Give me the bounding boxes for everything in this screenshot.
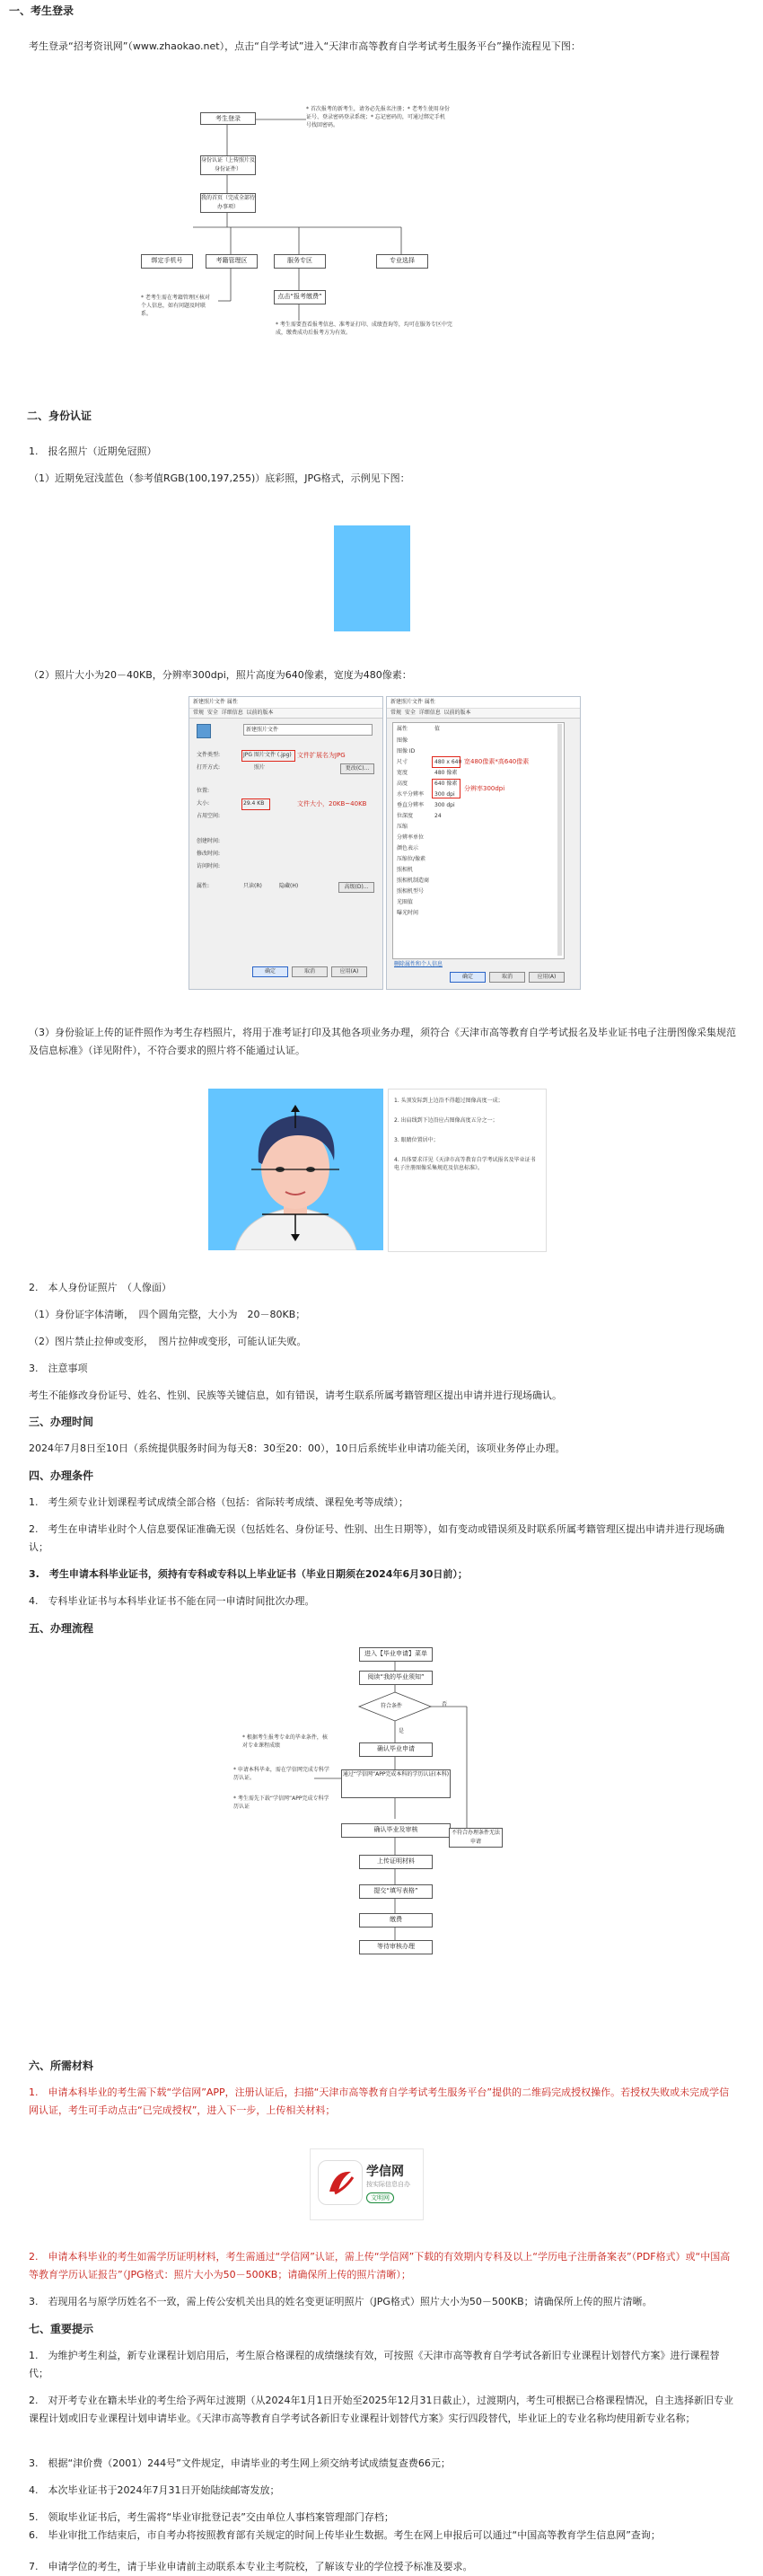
id-photo-title: 2. 本人身份证照片 （人像面） bbox=[29, 1282, 171, 1293]
section-title-time: 三、办理时间 bbox=[29, 1416, 94, 1428]
details-row bbox=[397, 908, 558, 919]
process-note-2: * 申请本科毕业，需在学信网完成专科学历认证。 bbox=[233, 1767, 329, 1781]
details-row-property: 照相机型号 bbox=[397, 888, 425, 895]
condition-item-1: 1. 考生须专业计划课程考试成绩全部合格（包括：省际转考成绩、课程免考等成绩）； bbox=[29, 1496, 408, 1508]
flow-pay-box: 点击“报考缴费” bbox=[274, 290, 326, 304]
process-wait: 等待审核办理 bbox=[359, 1940, 433, 1954]
details-row-value: 480 像素 bbox=[434, 770, 458, 776]
process-confirm-review: 确认毕业及审核 bbox=[341, 1823, 451, 1838]
photo-guide-illustration bbox=[208, 1089, 383, 1250]
tab-details[interactable]: 详细信息 bbox=[221, 710, 243, 716]
details-row-property: 颜色表示 bbox=[397, 845, 419, 851]
photo-requirement-size: （2）照片大小为20－40KB，分辨率300dpi，照片高度为640像素，宽度为480像素： bbox=[29, 669, 412, 681]
hidden-checkbox[interactable]: 隐藏(H) bbox=[279, 883, 299, 889]
notice-title: 3. 注意事项 bbox=[29, 1363, 88, 1374]
tip-item-4: 4. 本次毕业证书于2024年7月31日开始陆续邮寄发放； bbox=[29, 2484, 280, 2496]
xuexin-logo bbox=[318, 2160, 363, 2205]
size-value: 29.4 KB bbox=[243, 800, 265, 807]
details-row bbox=[397, 833, 558, 843]
details-row-value: 640 像素 bbox=[434, 781, 458, 787]
section-title-identity: 二、身份认证 bbox=[27, 410, 92, 422]
details-row bbox=[397, 854, 558, 865]
open-with-label: 打开方式: bbox=[197, 764, 221, 771]
details-row-property: 位深度 bbox=[397, 813, 414, 819]
details-row-property: 压缩 bbox=[397, 824, 408, 830]
details-row bbox=[397, 811, 558, 822]
xuexin-app-badge: 文明网 bbox=[366, 2192, 394, 2203]
cancel-button-2[interactable]: 取消 bbox=[489, 972, 525, 983]
section-title-conditions: 四、办理条件 bbox=[29, 1469, 94, 1482]
details-row-property: 光圈值 bbox=[397, 899, 414, 905]
details-row-property: 宽度 bbox=[397, 770, 408, 776]
tip-item-6: 6. 毕业审批工作结束后，市自考办将按照教育部有关规定的时间上传毕业生数据。考生在网上申报后可以通过“中国高等教育学生信息网”查询； bbox=[29, 2529, 661, 2541]
details-row-property: 高度 bbox=[397, 781, 408, 787]
process-submit-form: 提交“填写表格” bbox=[359, 1884, 433, 1899]
details-row-value: 300 dpi bbox=[434, 802, 455, 808]
photo-requirement-title: 1. 报名照片（近期免冠照） bbox=[29, 446, 157, 457]
dimensions-annotation: 宽480像素*高640像素 bbox=[464, 758, 530, 765]
details-row-property: 尺寸 bbox=[397, 759, 408, 765]
process-pay: 缴费 bbox=[359, 1913, 433, 1928]
flow-note-top: * 首次报考的新考生，请务必先报名注册；* 老考生使用身份证号、登录密码登录系统；* 忘记密码的，可通过绑定手机号找回密码。 bbox=[306, 106, 450, 128]
details-col-value: 值 bbox=[434, 726, 441, 732]
portrait-drawing bbox=[208, 1089, 383, 1250]
process-flowchart bbox=[233, 1644, 539, 1967]
apply-button-2[interactable]: 应用(A) bbox=[529, 972, 565, 983]
photo-standard-note: （3）身份验证上传的证件照作为考生存档照片，将用于准考证打印及其他各项业务办理，须符合《天津市高等教育自学考试报名及毕业证书电子注册图像采集规范及信息标准》（详见附件），不符合要求的照片将不能通过认证。 bbox=[29, 1027, 736, 1056]
properties-tabs bbox=[189, 709, 382, 719]
created-label: 创建时间: bbox=[197, 838, 221, 844]
guide-line-1: 1. 头顶发际到上边沿不得超过图像高度一成； bbox=[394, 1098, 504, 1104]
details-row-property: 图像 ID bbox=[397, 748, 416, 754]
flow-service-box: 服务专区 bbox=[274, 254, 326, 269]
process-no-label: 否 bbox=[442, 1701, 448, 1707]
tip-item-1: 1. 为维护考生利益，新专业课程计划启用后，考生原合格课程的成绩继续有效，可按照《天津市高等教育自学考试各新旧专业课程计划替代方案》进行课程替代； bbox=[29, 2350, 720, 2379]
tab-details-2[interactable]: 详细信息 bbox=[418, 710, 441, 716]
xuexin-app-name: 学信网 bbox=[366, 2165, 404, 2179]
tip-item-2: 2. 对开考专业在籍未毕业的考生给予两年过渡期（从2024年1月1日开始至2025年12月31日截止），过渡期内，考生可根据已合格课程情况，自主选择新旧专业课程计划或旧专业课程计划申请毕业。《天津市高等教育自学考试各新旧专业课程计划替代方案》实行四段替代，毕业证上的专业名称均使用新专业名称； bbox=[29, 2395, 733, 2424]
process-read-notice: 阅读“我的毕业须知” bbox=[359, 1671, 433, 1685]
details-row-property: 垂直分辨率 bbox=[397, 802, 425, 808]
details-row-property: 照相机 bbox=[397, 867, 414, 873]
change-app-button[interactable]: 更改(C)... bbox=[340, 763, 374, 774]
time-text: 2024年7月8日至10日（系统提供服务时间为每天8：30至20：00），10日后系统毕业申请功能关闭，该项业务停止办理。 bbox=[29, 1442, 566, 1454]
section-title-process: 五、办理流程 bbox=[29, 1622, 94, 1635]
details-row-value: 24 bbox=[434, 813, 442, 819]
details-row bbox=[397, 865, 558, 876]
details-row bbox=[397, 897, 558, 908]
flow-major-box: 专业选择 bbox=[376, 254, 428, 269]
location-label: 位置: bbox=[197, 788, 210, 794]
tab-previous-versions[interactable]: 以前的版本 bbox=[246, 710, 274, 716]
tab-general[interactable]: 常规 bbox=[193, 710, 205, 716]
tab-general-2[interactable]: 常规 bbox=[390, 710, 402, 716]
flow-login-box: 考生登录 bbox=[200, 112, 256, 125]
condition-item-3: 3. 考生申请本科毕业证书，须持有专科或专科以上毕业证书（毕业日期须在2024年6月30日前）； bbox=[29, 1568, 468, 1580]
process-condition-label: 符合条件 bbox=[381, 1703, 403, 1709]
tip-item-3: 3. 根据“津价费（2001）244号”文件规定，申请毕业的考生网上须交纳考试成绩复查费66元； bbox=[29, 2457, 451, 2469]
process-yes-label: 是 bbox=[399, 1728, 405, 1734]
advanced-button[interactable]: 高级(D)... bbox=[338, 882, 374, 893]
details-col-property: 属性 bbox=[397, 726, 408, 732]
process-note-3: * 考生需先下载“学信网”APP完成专科学历认证 bbox=[233, 1795, 329, 1810]
materials-item-1: 1. 申请本科毕业的考生需下载“学信网”APP，注册认证后，扫描“天津市高等教育自学考试考生服务平台”提供的二维码完成授权操作。若授权失败或未完成学信网认证，考生可手动点击“已完成授权”，进入下一步，上传相关材料； bbox=[29, 2086, 730, 2116]
sample-photo-blue bbox=[334, 525, 410, 631]
id-photo-req-1: （1）身份证字体清晰， 四个圆角完整，大小为 20－80KB； bbox=[29, 1309, 306, 1320]
details-row-property: 曝光时间 bbox=[397, 910, 419, 916]
details-row bbox=[397, 876, 558, 887]
flow-verify-box: 身份认证（上传照片及身份证件） bbox=[200, 155, 256, 175]
properties-window-title-2: 新建照片文件 属性 bbox=[387, 697, 580, 709]
image-file-icon bbox=[197, 724, 211, 738]
details-row-property: 图像 bbox=[397, 737, 408, 744]
details-row-property: 照相机制造商 bbox=[397, 878, 430, 884]
process-note-1: * 根据考生报考专业的毕业条件，核对专业课程成绩 bbox=[242, 1734, 328, 1749]
size-label: 大小: bbox=[197, 800, 210, 807]
remove-properties-link[interactable]: 删除属性和个人信息 bbox=[394, 961, 443, 967]
tab-security[interactable]: 安全 bbox=[206, 710, 218, 716]
flow-note-right: * 考生需要查看报考信息、准考证打印、成绩查询等，均可在服务专区中完成，缴费成功后报考方为有效。 bbox=[276, 322, 452, 336]
condition-item-2: 2. 考生在申请毕业时个人信息要保证准确无误（包括姓名、身份证号、性别、出生日期等），如有变动或错误须及时联系所属考籍管理区提出申请并进行现场确认； bbox=[29, 1523, 724, 1553]
details-row bbox=[397, 746, 558, 757]
process-confirm-apply: 确认毕业申请 bbox=[359, 1742, 433, 1757]
details-row bbox=[397, 768, 558, 779]
attributes-label: 属性: bbox=[197, 883, 210, 889]
details-row-property: 分辨率单位 bbox=[397, 834, 425, 841]
notice-text: 考生不能修改身份证号、姓名、性别、民族等关键信息，如有错误，请考生联系所属考籍管理区提出申请并进行现场确认。 bbox=[29, 1389, 562, 1401]
details-row-value: 300 dpi bbox=[434, 791, 455, 798]
size-highlight bbox=[241, 798, 270, 810]
disk-size-label: 占用空间: bbox=[197, 813, 221, 819]
details-row bbox=[397, 887, 558, 897]
file-type-highlight bbox=[241, 750, 295, 762]
section-title-materials: 六、所需材料 bbox=[29, 2060, 94, 2072]
details-row bbox=[397, 822, 558, 833]
materials-item-2: 2. 申请本科毕业的考生如需学历证明材料，考生需通过“学信网”认证，需上传“学信网”下载的有效期内专科及以上“学历电子注册备案表”（PDF格式）或“中国高等教育学历认证报告”（JPG格式：照片大小为50－500KB；请确保所上传的照片清晰）； bbox=[29, 2251, 731, 2280]
apply-button[interactable]: 应用(A) bbox=[331, 966, 367, 977]
dpi-annotation: 分辨率300dpi bbox=[464, 785, 505, 792]
dimensions-highlight bbox=[432, 756, 460, 768]
details-row-property: 压缩位/像素 bbox=[397, 856, 426, 862]
photo-guide-text-panel bbox=[388, 1089, 547, 1252]
details-row bbox=[397, 843, 558, 854]
condition-item-4: 4. 专科毕业证书与本科毕业证书不能在同一申请时间批次办理。 bbox=[29, 1595, 315, 1607]
file-type-annotation: 文件扩展名为JPG bbox=[297, 752, 346, 759]
guide-line-3: 3. 眼睛位置居中； bbox=[394, 1137, 439, 1143]
flowchart-connectors bbox=[193, 94, 561, 391]
photo-requirement-color: （1）近期免冠浅蓝色（参考值RGB(100,197,255)）底彩照，JPG格式，示例见下图： bbox=[29, 472, 410, 484]
details-row bbox=[397, 736, 558, 746]
guide-line-2: 2. 出肩线到下边沿应占图像高度五分之一； bbox=[394, 1117, 498, 1124]
dpi-highlight bbox=[432, 779, 460, 798]
details-row bbox=[397, 800, 558, 811]
ok-button-2[interactable]: 确定 bbox=[450, 972, 486, 983]
id-photo-req-2: （2）图片禁止拉伸或变形， 图片拉伸或变形，可能认证失败。 bbox=[29, 1336, 307, 1347]
xuexin-app-card bbox=[310, 2148, 424, 2220]
section-title-login: 一、考生登录 bbox=[9, 4, 75, 17]
flow-home-box: 我的首页（完成全部待办事项） bbox=[200, 193, 256, 213]
open-with-value: 照片 bbox=[254, 764, 266, 771]
process-enter-menu: 进入【毕业申请】菜单 bbox=[359, 1647, 433, 1662]
flow-note-left: * 老考生需在考籍管理区核对个人信息，如有问题及时联系。 bbox=[141, 295, 210, 317]
flow-records-box: 考籍管理区 bbox=[206, 254, 258, 269]
file-properties-general-screenshot bbox=[189, 696, 383, 990]
xuexin-app-subtitle: 按实际信息自办 bbox=[366, 2181, 410, 2188]
materials-item-3: 3. 若现用名与原学历姓名不一致，需上传公安机关出具的姓名变更证明照片（JPG格式）照片大小为50－500KB；请确保所上传的照片清晰。 bbox=[29, 2296, 653, 2307]
properties-window-title: 新建照片文件 属性 bbox=[189, 697, 382, 709]
tip-item-7: 7. 申请学位的考生，请于毕业申请前主动联系本专业主考院校，了解该专业的学位授予标准及要求。 bbox=[29, 2561, 473, 2572]
process-xuexin-auth: 通过“学信网”APP完成本科的学历认证(本科) bbox=[341, 1769, 451, 1798]
file-name-field[interactable]: 新建照片文件 bbox=[243, 724, 373, 736]
file-properties-details-screenshot bbox=[386, 696, 581, 990]
section-title-tips: 七、重要提示 bbox=[29, 2323, 94, 2335]
file-type-label: 文件类型: bbox=[197, 752, 221, 758]
guide-line-4: 4. 具体要求详见《天津市高等教育自学考试报名及毕业证书电子注册图像采集规范及信息标准》。 bbox=[394, 1157, 536, 1171]
details-row-property: 水平分辨率 bbox=[397, 791, 425, 798]
process-not-eligible: 不符合办理条件无法申请 bbox=[449, 1828, 503, 1848]
ok-button[interactable]: 确定 bbox=[252, 966, 288, 977]
properties-tabs-2 bbox=[387, 709, 580, 719]
size-annotation: 文件大小，20KB~40KB bbox=[297, 800, 367, 807]
readonly-checkbox[interactable]: 只读(R) bbox=[243, 883, 262, 889]
modified-label: 修改时间: bbox=[197, 851, 221, 857]
xuexin-logo-mark bbox=[319, 2161, 362, 2204]
vertical-scrollbar[interactable] bbox=[557, 724, 562, 956]
login-flowchart bbox=[141, 94, 561, 391]
accessed-label: 访问时间: bbox=[197, 863, 221, 869]
file-type-value: JPG 图片文件 (.jpg) bbox=[243, 752, 292, 758]
cancel-button[interactable]: 取消 bbox=[292, 966, 328, 977]
process-upload-materials: 上传证明材料 bbox=[359, 1855, 433, 1869]
login-intro: 考生登录“招考资讯网”（www.zhaokao.net），点击“自学考试”进入“天津市高等教育自学考试考生服务平台”操作流程见下图： bbox=[29, 40, 581, 52]
tab-previous-versions-2[interactable]: 以前的版本 bbox=[443, 710, 471, 716]
tip-item-5: 5. 领取毕业证书后，考生需将“毕业审批登记表”交由单位人事档案管理部门存档； bbox=[29, 2511, 394, 2523]
flow-bind-phone-box: 绑定手机号 bbox=[141, 254, 193, 269]
details-row-value: 480 x 640 bbox=[434, 759, 462, 765]
tab-security-2[interactable]: 安全 bbox=[404, 710, 416, 716]
